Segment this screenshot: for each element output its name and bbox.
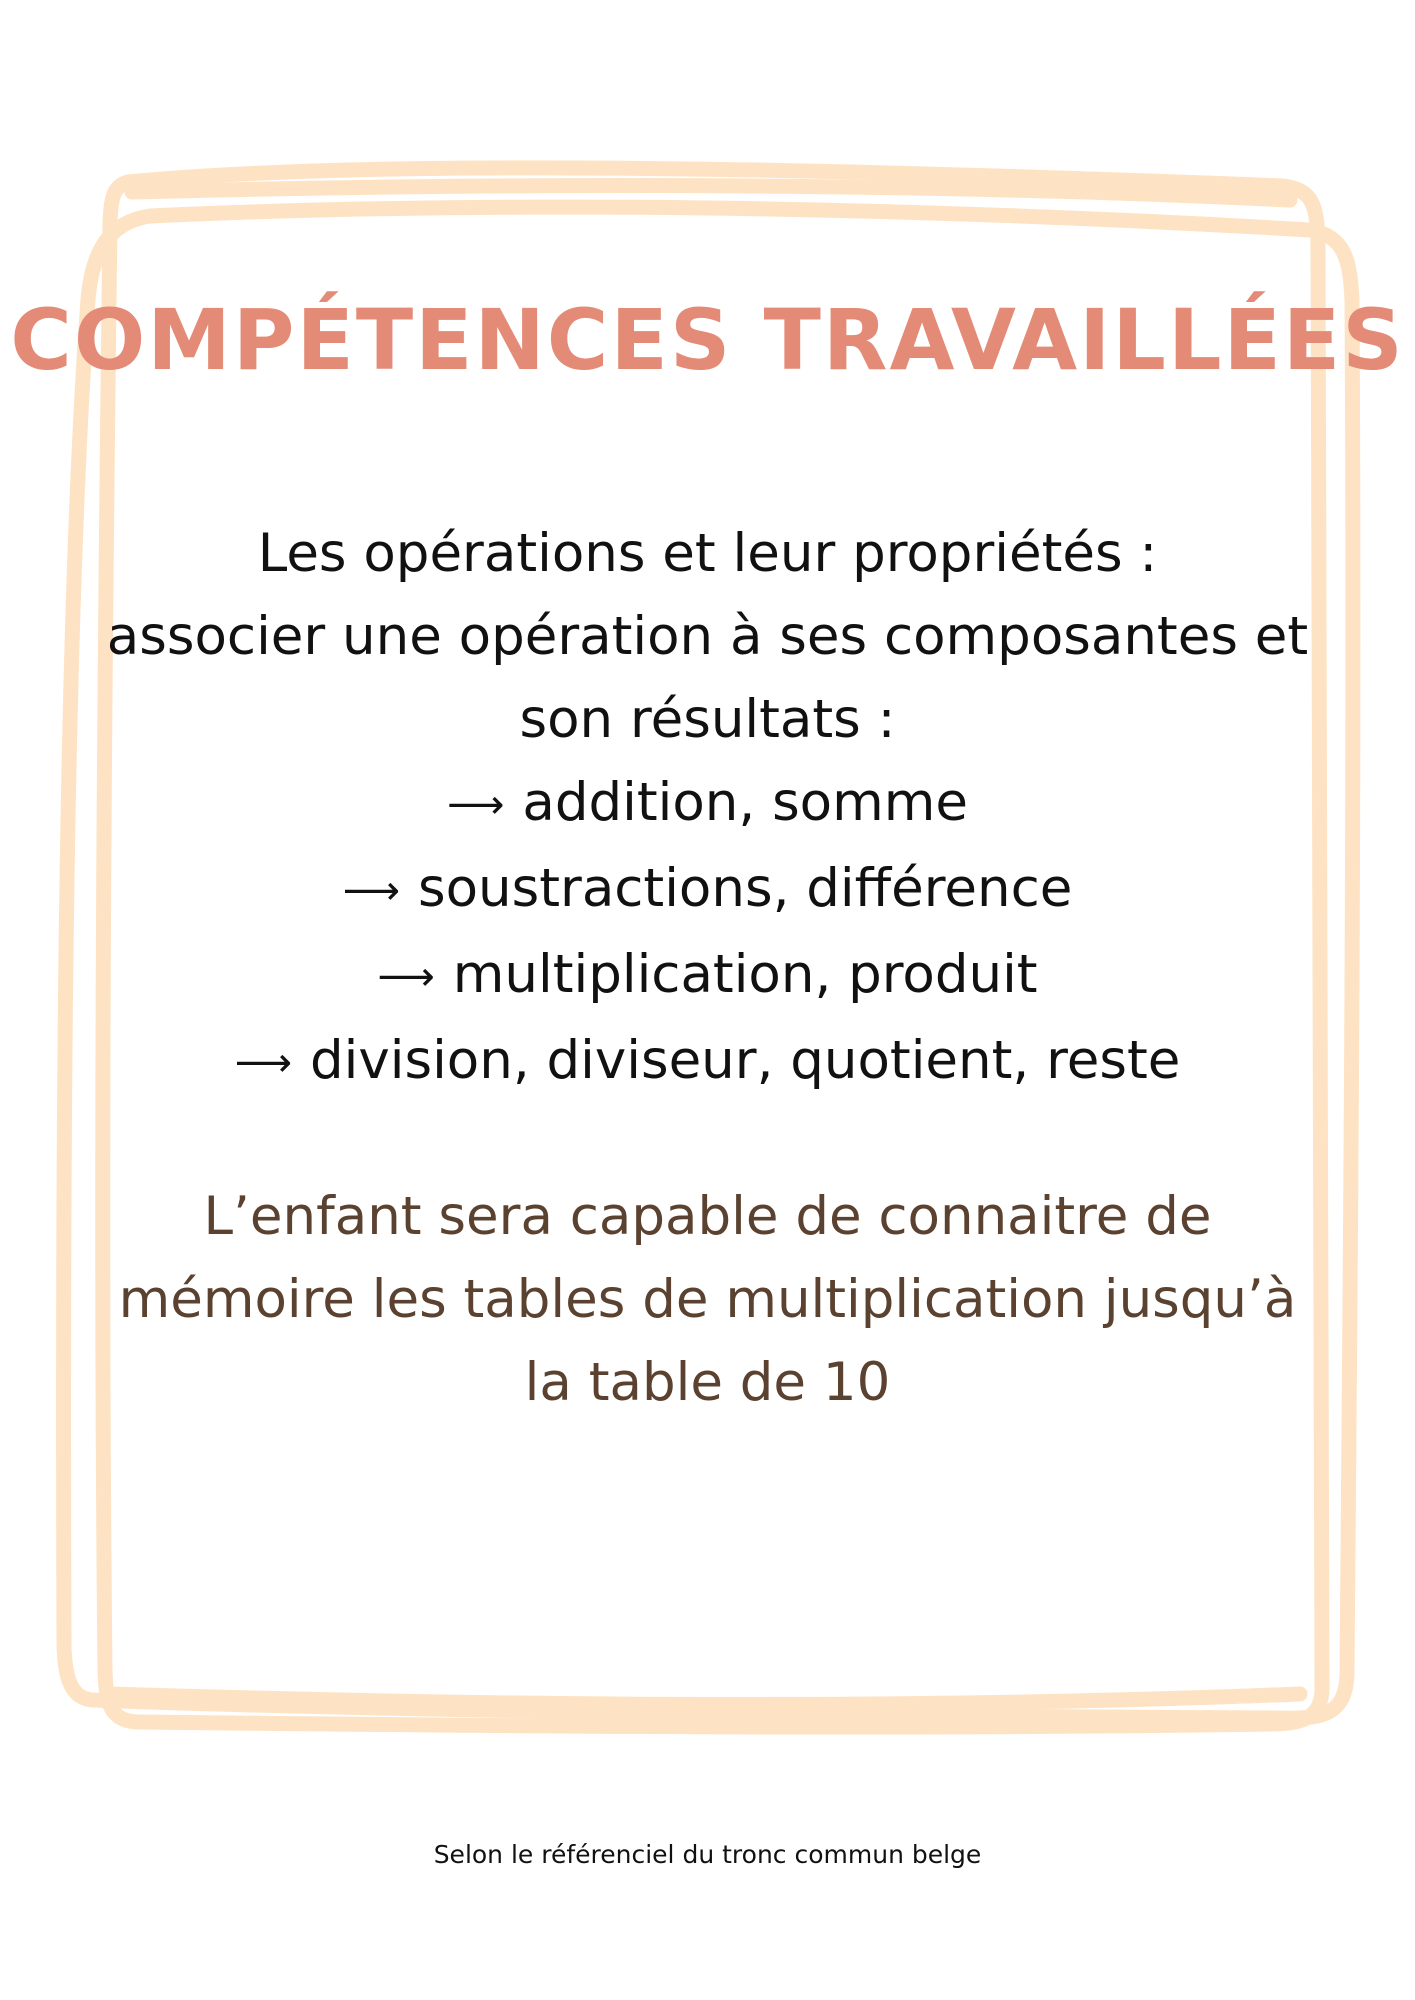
arrow-icon: ⟶ xyxy=(234,1040,292,1086)
goal-line: la table de 10 xyxy=(524,1352,891,1413)
goal-statement xyxy=(30,1175,1385,1424)
arrow-icon: ⟶ xyxy=(447,782,505,828)
page-title: COMPÉTENCES TRAVAILLÉES xyxy=(10,291,1405,389)
list-item xyxy=(30,761,1385,847)
intro-line: associer une opération à ses composantes et xyxy=(106,606,1309,667)
list-item xyxy=(30,847,1385,933)
intro-line: Les opérations et leur propriétés : xyxy=(257,523,1158,584)
goal-line: mémoire les tables de multiplication jusqu’à xyxy=(118,1269,1297,1330)
list-item-label: multiplication, produit xyxy=(452,944,1038,1005)
list-item xyxy=(30,1019,1385,1105)
list-item-label: division, diviseur, quotient, reste xyxy=(310,1030,1181,1091)
list-item-label: soustractions, différence xyxy=(418,858,1073,919)
competences-block xyxy=(30,512,1385,1105)
intro-line: son résultats : xyxy=(519,689,896,750)
list-item-label: addition, somme xyxy=(522,772,968,833)
arrow-icon: ⟶ xyxy=(377,954,435,1000)
arrow-icon: ⟶ xyxy=(342,868,400,914)
list-item xyxy=(30,933,1385,1019)
goal-line: L’enfant sera capable de connaitre de xyxy=(203,1186,1212,1247)
footer-note: Selon le référenciel du tronc commun belge xyxy=(433,1840,982,1869)
